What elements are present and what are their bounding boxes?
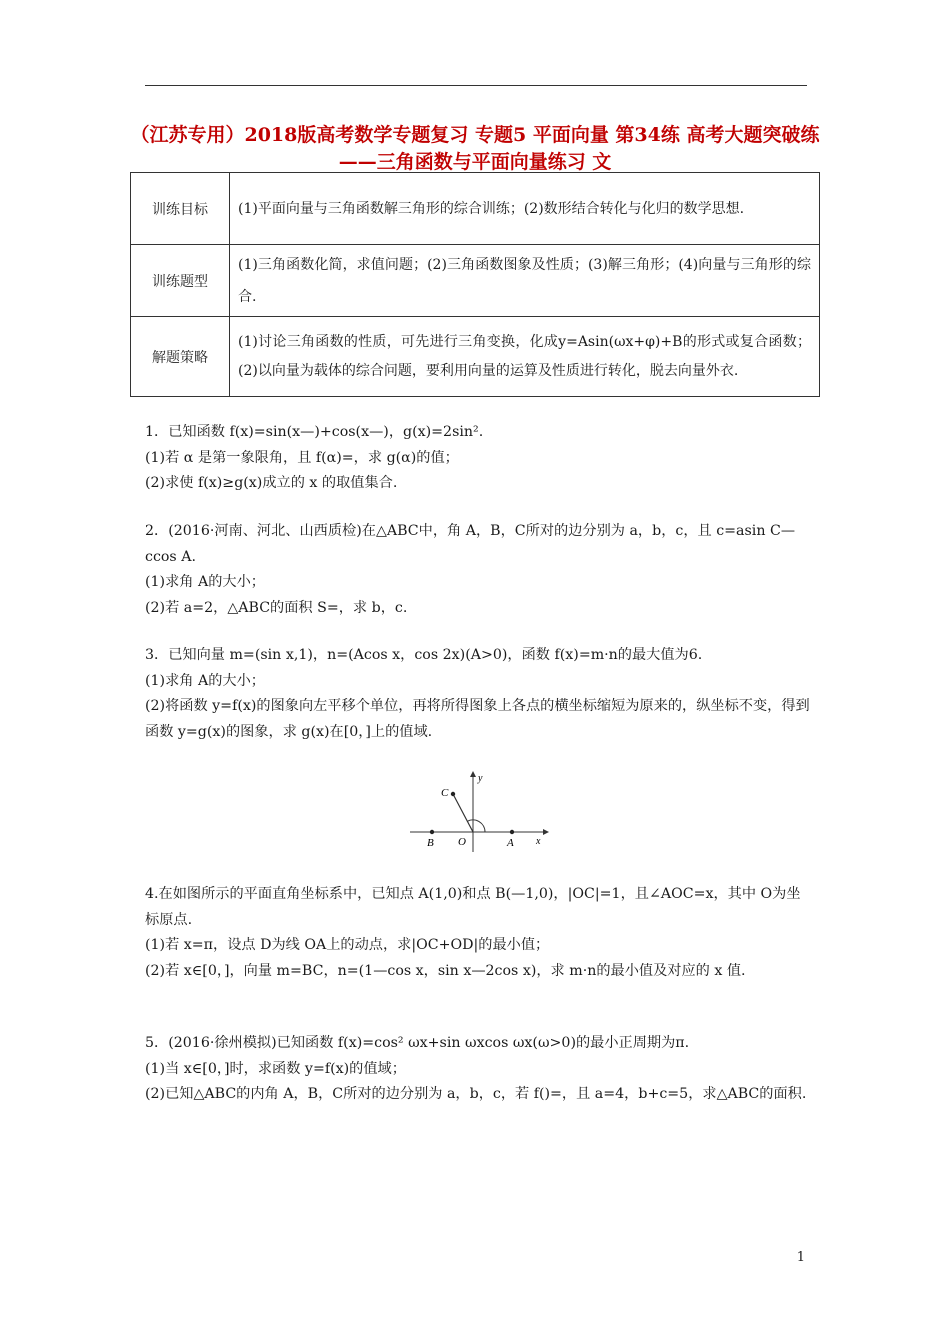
question-1 — [145, 420, 810, 497]
point-b — [430, 830, 434, 834]
table-row — [131, 245, 820, 317]
row-text: (1)平面向量与三角函数解三角形的综合训练；(2)数形结合转化与化归的数学思想. — [230, 173, 820, 245]
row-label: 解题策略 — [131, 317, 230, 397]
row-text: (1)讨论三角函数的性质，可先进行三角变换，化成y=Asin(ωx+φ)+B的形式或复合函数；(2)以向量为载体的综合问题，要利用向量的运算及性质进行转化，脱去向量外衣. — [230, 317, 820, 397]
question-part: (2)将函数 y=f(x)的图象向左平移个单位，再将所得图象上各点的横坐标缩短为原来的，纵坐标不变，得到函数 y=g(x)的图象，求 g(x)在[0，]上的值域. — [145, 698, 810, 740]
training-table — [130, 172, 820, 397]
segment-oc — [453, 794, 473, 832]
label-c: C — [441, 787, 449, 799]
question-4 — [145, 882, 810, 984]
question-part: (1)若 α 是第一象限角，且 f(α)=，求 g(α)的值； — [145, 449, 459, 466]
question-part: (2)若 a=2，△ABC的面积 S=，求 b，c. — [145, 599, 408, 616]
label-x: x — [536, 836, 541, 847]
question-2 — [145, 519, 810, 621]
question-stem: 1．已知函数 f(x)=sin(x—)+cos(x—)，g(x)=2sin². — [145, 424, 484, 440]
point-c — [451, 792, 455, 796]
question-part: (1)求角 A的大小； — [145, 574, 265, 590]
question-part: (1)当 x∈[0，]时，求函数 y=f(x)的值域； — [145, 1060, 406, 1077]
question-part: (1)求角 A的大小； — [145, 672, 265, 689]
label-b: B — [427, 837, 434, 849]
question-stem: 3．已知向量 m=(sin x,1)，n=(Acos x，cos 2x)(A>0)，函数 f(x)=m·n的最大值为6. — [145, 647, 703, 663]
row-label: 训练目标 — [131, 173, 230, 245]
page-number: 1 — [796, 1250, 805, 1265]
table-row — [131, 317, 820, 397]
question-part: (2)已知△ABC的内角 A，B，C所对的边分别为 a，b，c，若 f()=，且 a=4，b+c=5，求△ABC的面积. — [145, 1086, 807, 1102]
question-stem: 4.在如图所示的平面直角坐标系中，已知点 A(1,0)和点 B(—1,0)，|OC|=1，且∠AOC=x，其中 O为坐标原点. — [145, 886, 801, 928]
coordinate-figure — [405, 770, 550, 855]
y-arrow-icon — [470, 771, 476, 777]
question-part: (2)若 x∈[0，]，向量 m=BC，n=(1—cos x，sin x—2cos x)，求 m·n的最小值及对应的 x 值. — [145, 962, 746, 979]
header-rule — [145, 85, 807, 86]
x-arrow-icon — [543, 829, 549, 835]
question-part: (2)求使 f(x)≥g(x)成立的 x 的取值集合. — [145, 475, 398, 491]
question-stem: 5．(2016·徐州模拟)已知函数 f(x)=cos² ωx+sin ωxcos ωx(ω>0)的最小正周期为π. — [145, 1035, 690, 1051]
question-3 — [145, 643, 810, 745]
label-a: A — [507, 837, 514, 849]
document-title: （江苏专用）2018版高考数学专题复习 专题5 平面向量 第34练 高考大题突破练——三角函数与平面向量练习 文 — [130, 124, 820, 173]
point-a — [510, 830, 514, 834]
question-part: (1)若 x=π，设点 D为线 OA上的动点，求|OC+OD|的最小值； — [145, 937, 550, 953]
row-label: 训练题型 — [131, 245, 230, 317]
row-text: (1)三角函数化简，求值问题；(2)三角函数图象及性质；(3)解三角形；(4)向量与三角形的综合. — [230, 245, 820, 317]
question-5 — [145, 1031, 810, 1108]
question-stem: 2．(2016·河南、河北、山西质检)在△ABC中，角 A，B，C所对的边分别为 a，b，c，且 c=asin C—ccos A. — [145, 523, 796, 565]
label-y: y — [478, 773, 483, 784]
table-row — [131, 173, 820, 245]
label-o: O — [458, 836, 466, 848]
